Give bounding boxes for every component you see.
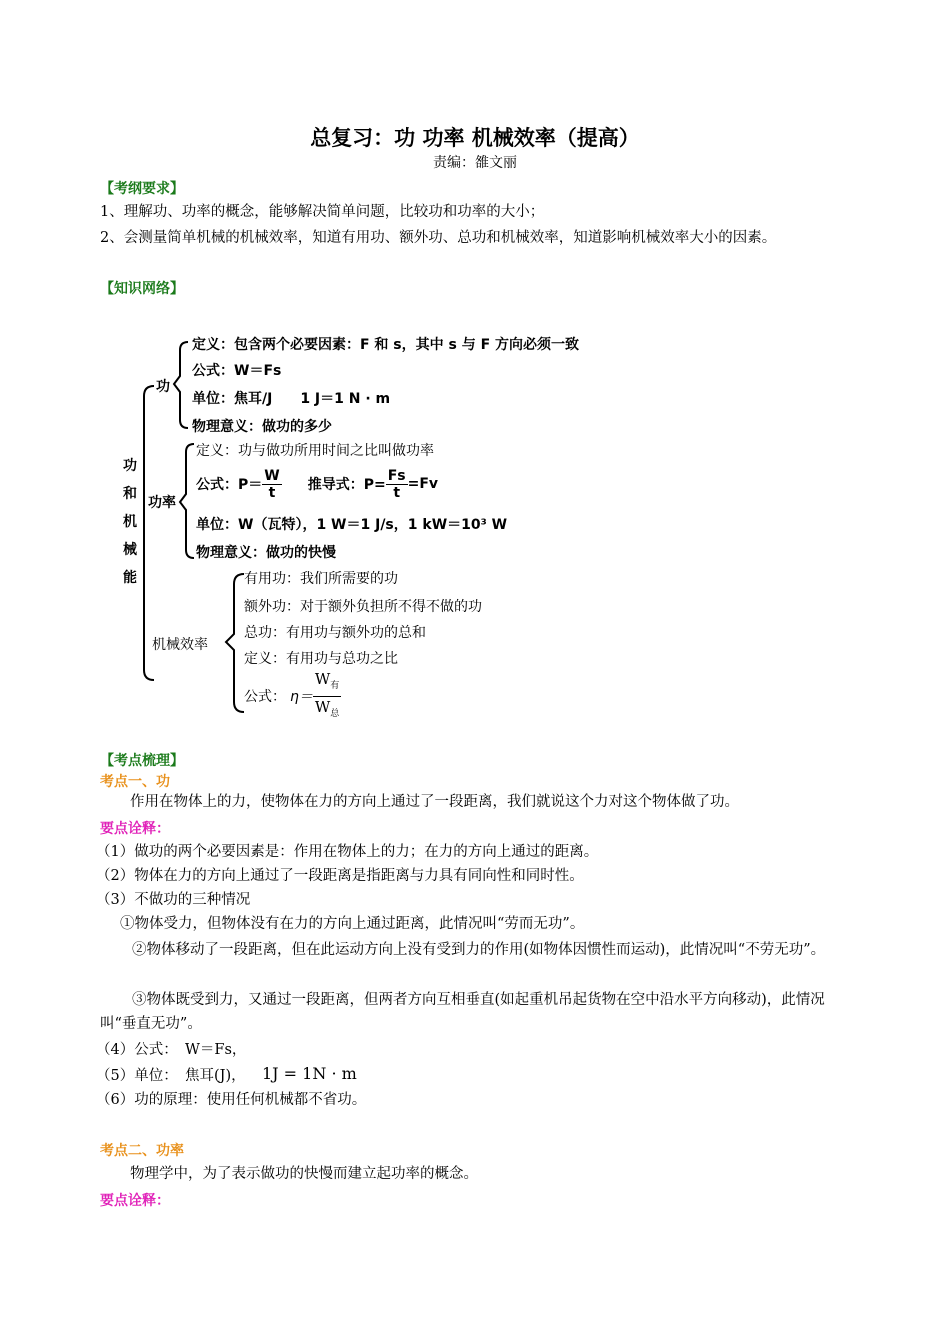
root-char: 和 — [123, 486, 137, 502]
numerator-subscript: 有 — [330, 680, 340, 691]
work-unit: 单位：焦耳/J 1 J＝1 N · m — [192, 391, 391, 407]
fraction-numerator: Fs — [387, 467, 406, 484]
fraction-denominator: t — [393, 484, 401, 501]
kp1-item: ③物体既受到力，又通过一段距离，但两者方向互相垂直(如起重机吊起货物在空中沿水平方向移动)，此情况叫“垂直无功”。 — [100, 992, 825, 1032]
work-formula: 公式：W＝Fs — [192, 363, 282, 379]
branch-efficiency-label: 机械效率 — [152, 637, 208, 653]
derive-suffix: =Fv — [407, 476, 439, 492]
power-meaning: 物理意义：做功的快慢 — [196, 545, 336, 561]
power-fraction — [262, 468, 281, 501]
kp1-item: （1）做功的两个必要因素是：作用在物体上的力；在力的方向上通过的距离。 — [96, 844, 599, 860]
fraction-numerator: W — [314, 669, 331, 688]
kp1-item: ①物体受力，但物体没有在力的方向上通过距离，此情况叫“劳而无功”。 — [120, 916, 585, 932]
efficiency-total: 总功：有用功与额外功的总和 — [244, 625, 426, 641]
power-unit: 单位：W（瓦特），1 W＝1 J/s，1 kW＝10³ W — [196, 517, 508, 533]
kp1-title: 考点一、功 — [100, 774, 170, 790]
network-heading: 【知识网络】 — [100, 281, 184, 297]
efficiency-definition: 定义：有用功与总功之比 — [244, 651, 398, 667]
kp2-intro: 物理学中，为了表示做功的快慢而建立起功率的概念。 — [130, 1166, 478, 1182]
branch-power-label: 功率 — [148, 495, 176, 511]
root-char: 机 — [123, 514, 137, 530]
power-formula — [196, 466, 438, 502]
efficiency-useful: 有用功：我们所需要的功 — [244, 571, 398, 587]
work-definition: 定义：包含两个必要因素：F 和 s，其中 s 与 F 方向必须一致 — [192, 337, 580, 353]
review-heading: 【考点梳理】 — [100, 753, 184, 769]
efficiency-fraction — [313, 669, 341, 724]
root-char: 功 — [123, 458, 137, 474]
root-label — [120, 452, 140, 592]
derive-prefix: 推导式：P= — [307, 477, 386, 493]
kp1-intro: 作用在物体上的力，使物体在力的方向上通过了一段距离，我们就说这个力对这个物体做了功。 — [130, 794, 739, 810]
kp1-item: （2）物体在力的方向上通过了一段距离是指距离与力具有同向性和同时性。 — [96, 868, 584, 884]
kp1-item: （5）单位： 焦耳(J)， — [96, 1068, 246, 1084]
kp1-item: （3）不做功的三种情况 — [96, 892, 251, 908]
work-meaning: 物理意义：做功的多少 — [192, 419, 332, 435]
kp1-note: 要点诠释： — [100, 821, 170, 837]
unit-equation: 1J = 1N · m — [262, 1064, 357, 1083]
syllabus-item-1: 1、理解功、功率的概念，能够解决简单问题，比较功和功率的大小； — [100, 204, 545, 220]
efficiency-extra: 额外功：对于额外负担所不得不做的功 — [244, 599, 482, 615]
kp1-item: ②物体移动了一段距离，但在此运动方向上没有受到力的作用(如物体因惯性而运动)，此情况叫“不劳无功”。 — [132, 942, 826, 958]
branch-work-label: 功 — [156, 379, 170, 395]
root-char: 械 — [123, 542, 137, 558]
denominator-subscript: 总 — [330, 708, 340, 719]
derive-fraction — [386, 468, 408, 501]
kp2-note: 要点诠释： — [100, 1193, 170, 1209]
eta-symbol: η＝ — [290, 689, 313, 705]
editor-line: 责编：雒文丽 — [433, 155, 517, 171]
syllabus-heading: 【考纲要求】 — [100, 181, 184, 197]
knowledge-network-diagram — [110, 322, 670, 732]
efficiency-formula-prefix: 公式： — [244, 689, 286, 705]
power-formula-prefix: 公式：P＝ — [196, 477, 263, 493]
page-title: 总复习：功 功率 机械效率（提高） — [310, 126, 640, 150]
fraction-numerator: W — [264, 467, 280, 484]
fraction-denominator: t — [268, 484, 276, 501]
efficiency-formula — [244, 669, 341, 719]
kp2-title: 考点二、功率 — [100, 1143, 184, 1159]
kp1-item: （6）功的原理：使用任何机械都不省功。 — [96, 1092, 367, 1108]
power-definition: 定义：功与做功所用时间之比叫做功率 — [196, 443, 434, 459]
kp1-item: （4）公式： W＝Fs， — [96, 1042, 247, 1058]
root-char: 能 — [123, 570, 137, 586]
fraction-denominator: W — [314, 697, 331, 716]
syllabus-item-2: 2、会测量简单机械的机械效率，知道有用功、额外功、总功和机械效率，知道影响机械效率大小的因素。 — [100, 230, 777, 246]
